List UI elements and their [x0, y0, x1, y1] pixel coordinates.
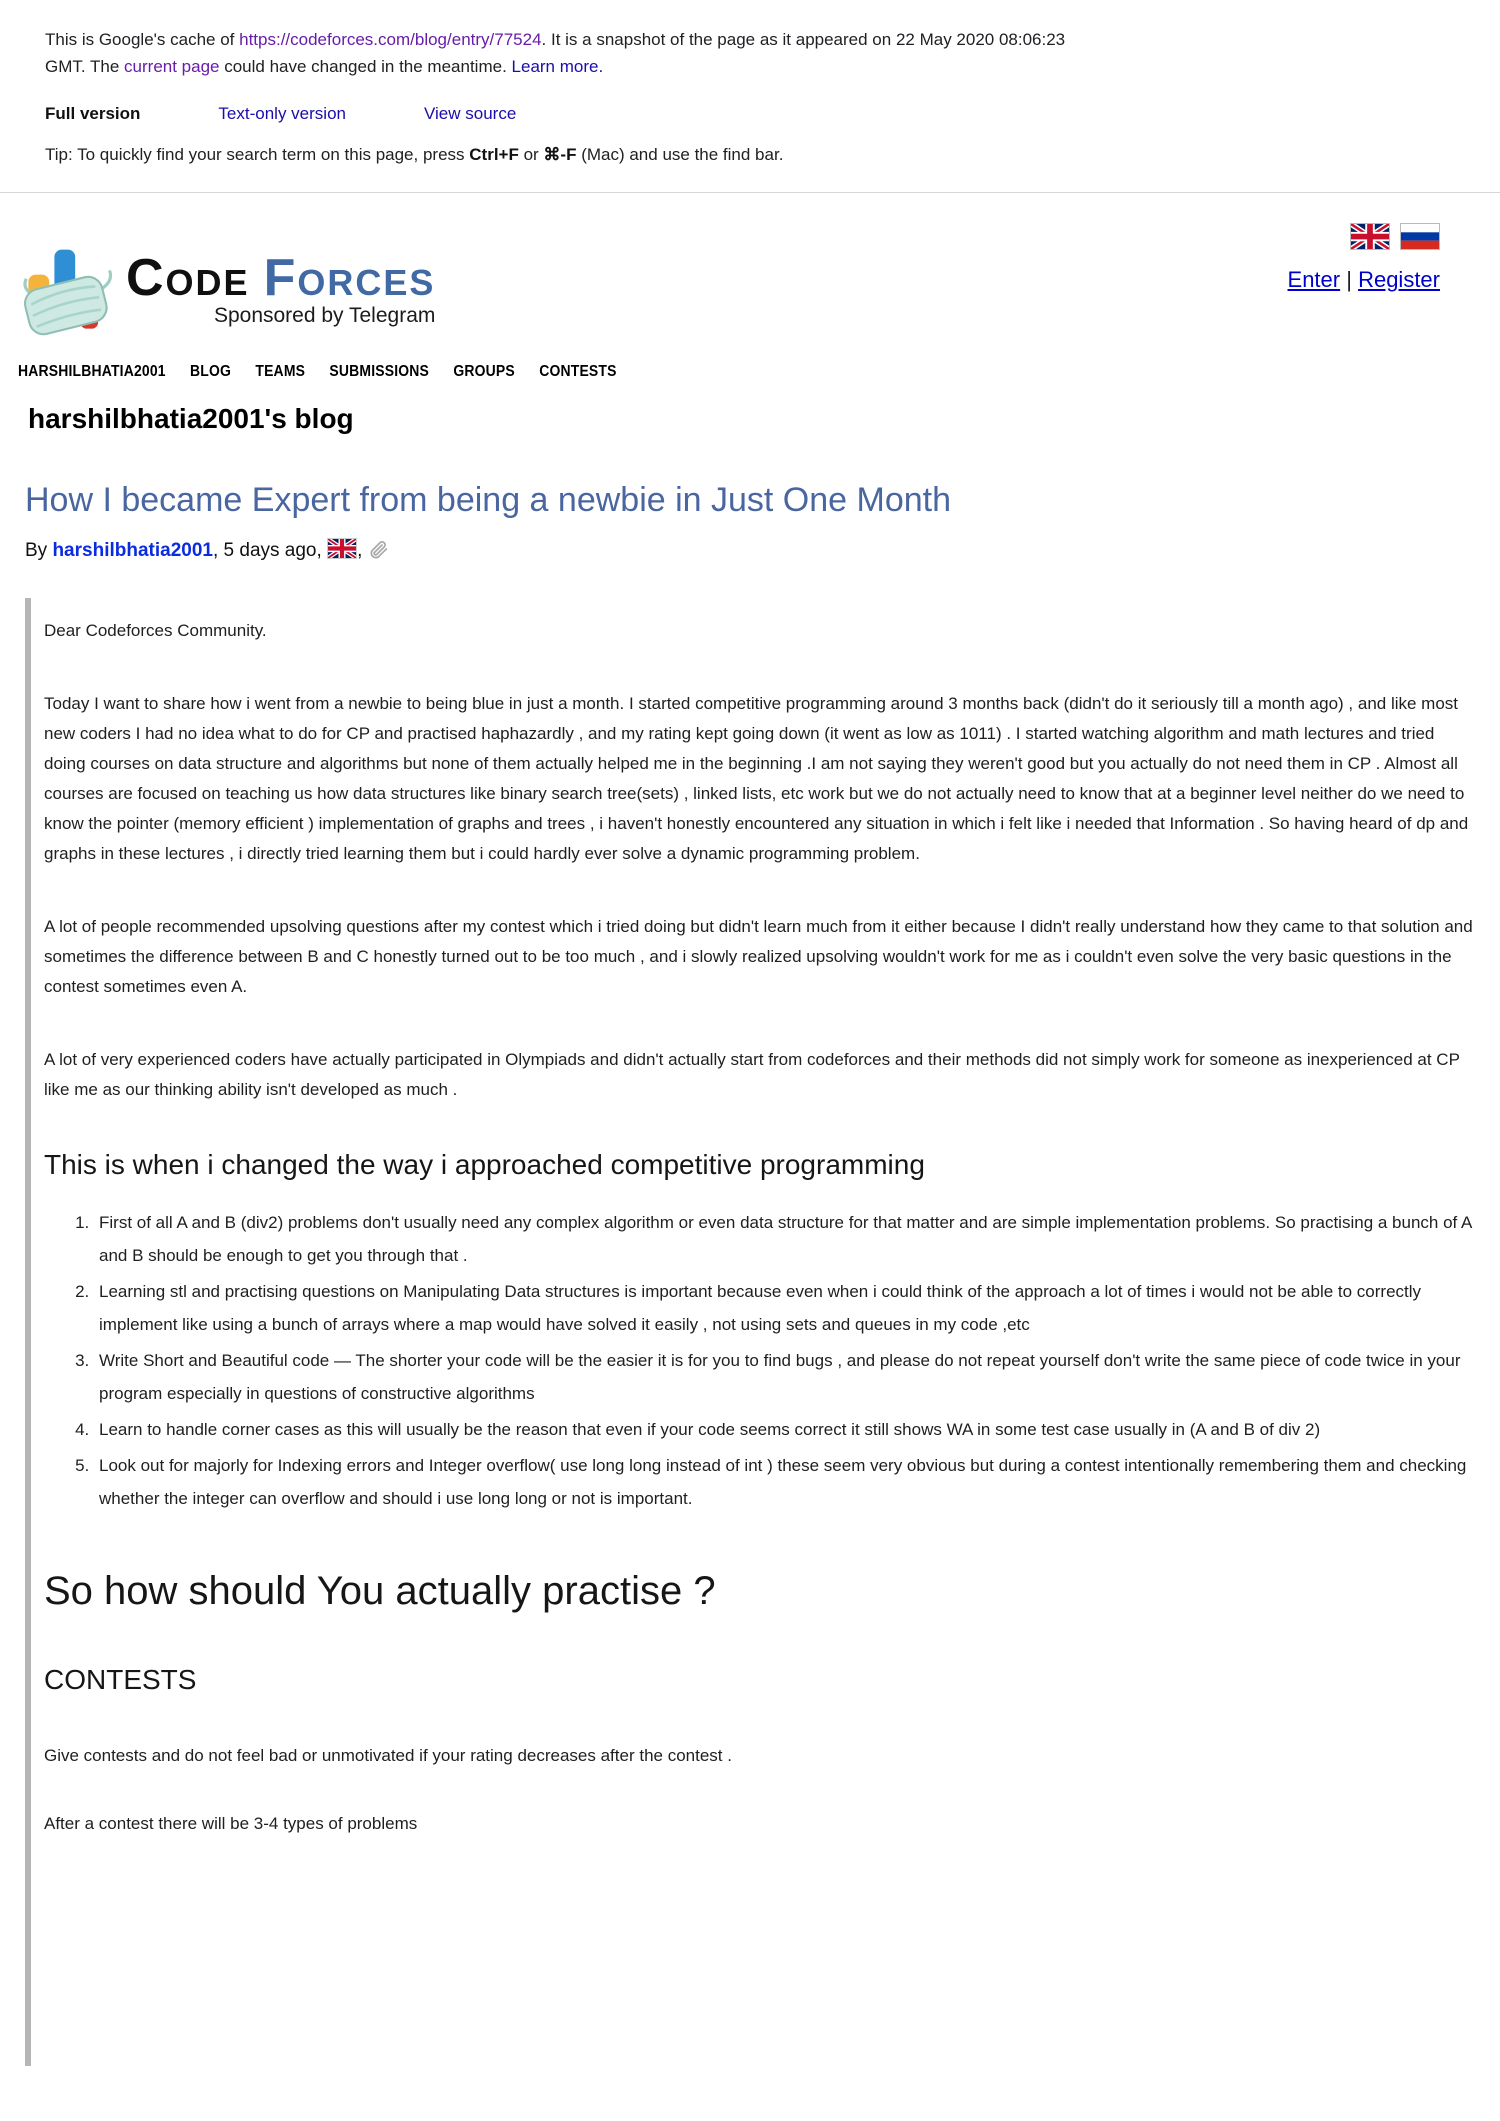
- byline-by: By: [25, 540, 53, 561]
- tip-text: (Mac) and use the find bar.: [576, 145, 784, 164]
- auth-links: [1288, 267, 1440, 293]
- view-source-link[interactable]: View source: [423, 104, 517, 123]
- logo-forces-text: Forces: [263, 249, 436, 307]
- register-link[interactable]: Register: [1358, 267, 1440, 292]
- advice-list: [44, 1206, 1478, 1515]
- author-link[interactable]: harshilbhatia2001: [52, 540, 213, 561]
- header-right: [1288, 223, 1440, 293]
- google-cache-banner: [0, 0, 1500, 165]
- cache-description: [45, 26, 1080, 80]
- post-title-link[interactable]: How I became Expert from being a newbie in Just One Month: [25, 481, 952, 519]
- list-item: 2. Learning stl and practising questions on Manipulating Data structures is important because even when i could think of the approach a lot of times i would not be able to correctly implement like using a bunch of arrays where a map would have solved it easily , not using sets and queues in my code ,etc: [94, 1275, 1478, 1341]
- paragraph: After a contest there will be 3-4 types of problems: [44, 1814, 418, 1833]
- language-switcher: [1288, 223, 1440, 250]
- nav-item-contests[interactable]: CONTESTS: [539, 363, 617, 380]
- list-item: 5. Look out for majorly for Indexing errors and Integer overflow( use long long instead of int ) these seem very obvious but during a contest intentionally remembering them and checking whether the integer can overflow and should i use long long or not is important.: [94, 1449, 1478, 1515]
- paperclip-icon: [368, 538, 389, 559]
- paragraph: A lot of very experienced coders have actually participated in Olympiads and didn't actually start from codeforces and their methods did not simply work for someone as inexperienced at CP like me as our thinking ability isn't developed as much .: [44, 1050, 1460, 1099]
- nav-item-submissions[interactable]: SUBMISSIONS: [329, 363, 430, 380]
- cache-version-links: [45, 104, 1455, 124]
- nav-item-groups[interactable]: GROUPS: [453, 363, 515, 380]
- cmd-f-shortcut: ⌘-F: [543, 145, 577, 164]
- list-item: 4. Learn to handle corner cases as this will usually be the reason that even if your code seems correct it still shows WA in some test case usually in (A and B of div 2): [94, 1413, 1478, 1446]
- post-header: [0, 481, 1500, 562]
- paragraph: Give contests and do not feel bad or unmotivated if your rating decreases after the contest .: [44, 1746, 732, 1765]
- byline-meta: , 5 days ago,: [212, 540, 328, 561]
- nav-item-blog[interactable]: BLOG: [190, 363, 232, 380]
- auth-separator: |: [1346, 267, 1352, 292]
- learn-more-link[interactable]: Learn more.: [511, 57, 604, 76]
- logo-wordmark: [126, 233, 435, 328]
- post-language-uk-flag-icon: [327, 538, 357, 559]
- list-item: 1. First of all A and B (div2) problems don't usually need any complex algorithm or even data structure for that matter and are simple implementation problems. So practising a bunch of A and B should be enough to get you through that .: [94, 1206, 1478, 1272]
- paragraph: Today I want to share how i went from a newbie to being blue in just a month. I started competitive programming around 3 months back (didn't do it seriously till a month ago) , and like most new coders I had no idea what to do for CP and practised haphazardly , and my rating kept going down (it went as low as 1011) . I started watching algorithm and math lectures and tried doing courses on data structure and algorithms but none of them actually helped me in the beginning .I am not saying they weren't good but you actually do not need them in CP . Almost all courses are focused on teaching us how data structures like binary search tree(sets) , linked lists, etc work but we do not actually need to know that at a beginner level neither do we need to know the pointer (memory efficient ) implementation of graphs and trees , i haven't honestly encountered any situation in which i felt like i needed that Information . So having heard of dp and graphs in these lectures , i directly tried learning them but i could hardly ever solve a dynamic programming problem.: [44, 694, 1469, 863]
- post-body-quote: [25, 598, 1486, 2066]
- post-byline: [25, 538, 1480, 562]
- enter-link[interactable]: Enter: [1287, 267, 1341, 292]
- text-only-version-link[interactable]: Text-only version: [218, 104, 346, 123]
- paragraph: A lot of people recommended upsolving questions after my contest which i tried doing but didn't learn much from it either because I didn't really understand how they came to that solution and sometimes the difference between B and C honestly turned out to be too much , and i slowly realized upsolving wouldn't work for me as i couldn't even solve the very basic questions in the contest sometimes even A.: [44, 917, 1473, 996]
- codeforces-masked-bars-icon: [18, 233, 122, 337]
- cache-text: This is Google's cache of: [45, 30, 240, 49]
- uk-flag-icon[interactable]: [1350, 223, 1390, 250]
- nav-item-profile[interactable]: HARSHILBHATIA2001: [18, 363, 166, 380]
- cache-text: could have changed in the meantime.: [219, 57, 512, 76]
- section-heading-contests: CONTESTS: [44, 1664, 197, 1695]
- current-page-link[interactable]: current page: [124, 57, 220, 76]
- list-item: 3. Write Short and Beautiful code — The shorter your code will be the easier it is for you to find bugs , and please do not repeat yourself don't write the same piece of code twice in your program especially in questions of constructive algorithms: [94, 1344, 1478, 1410]
- ctrl-f-shortcut: Ctrl+F: [469, 145, 519, 164]
- nav-item-teams[interactable]: TEAMS: [255, 363, 306, 380]
- find-bar-tip: [45, 145, 1455, 165]
- tip-text: Tip: To quickly find your search term on this page, press: [45, 145, 470, 164]
- section-heading-practise: So how should You actually practise ?: [44, 1569, 716, 1613]
- codeforces-header: [0, 193, 1500, 337]
- blog-heading: harshilbhatia2001's blog: [28, 403, 354, 434]
- logo-code-text: Code: [126, 249, 250, 307]
- byline-comma: ,: [357, 540, 368, 561]
- cached-url-link[interactable]: https://codeforces.com/blog/entry/77524: [239, 30, 542, 49]
- cache-text: . It is a snapshot of the page as it appeared on 22 May 2020 08:06:23 GMT. The: [45, 30, 1066, 76]
- profile-nav: [0, 363, 1350, 381]
- codeforces-logo[interactable]: [18, 233, 1440, 337]
- tip-text: or: [518, 145, 544, 164]
- logo-tagline: Sponsored by Telegram: [213, 304, 436, 327]
- paragraph: Dear Codeforces Community.: [44, 621, 267, 640]
- section-heading-approach: This is when i changed the way i approached competitive programming: [44, 1149, 925, 1180]
- full-version-label: Full version: [45, 104, 141, 123]
- ru-flag-icon[interactable]: [1400, 223, 1440, 250]
